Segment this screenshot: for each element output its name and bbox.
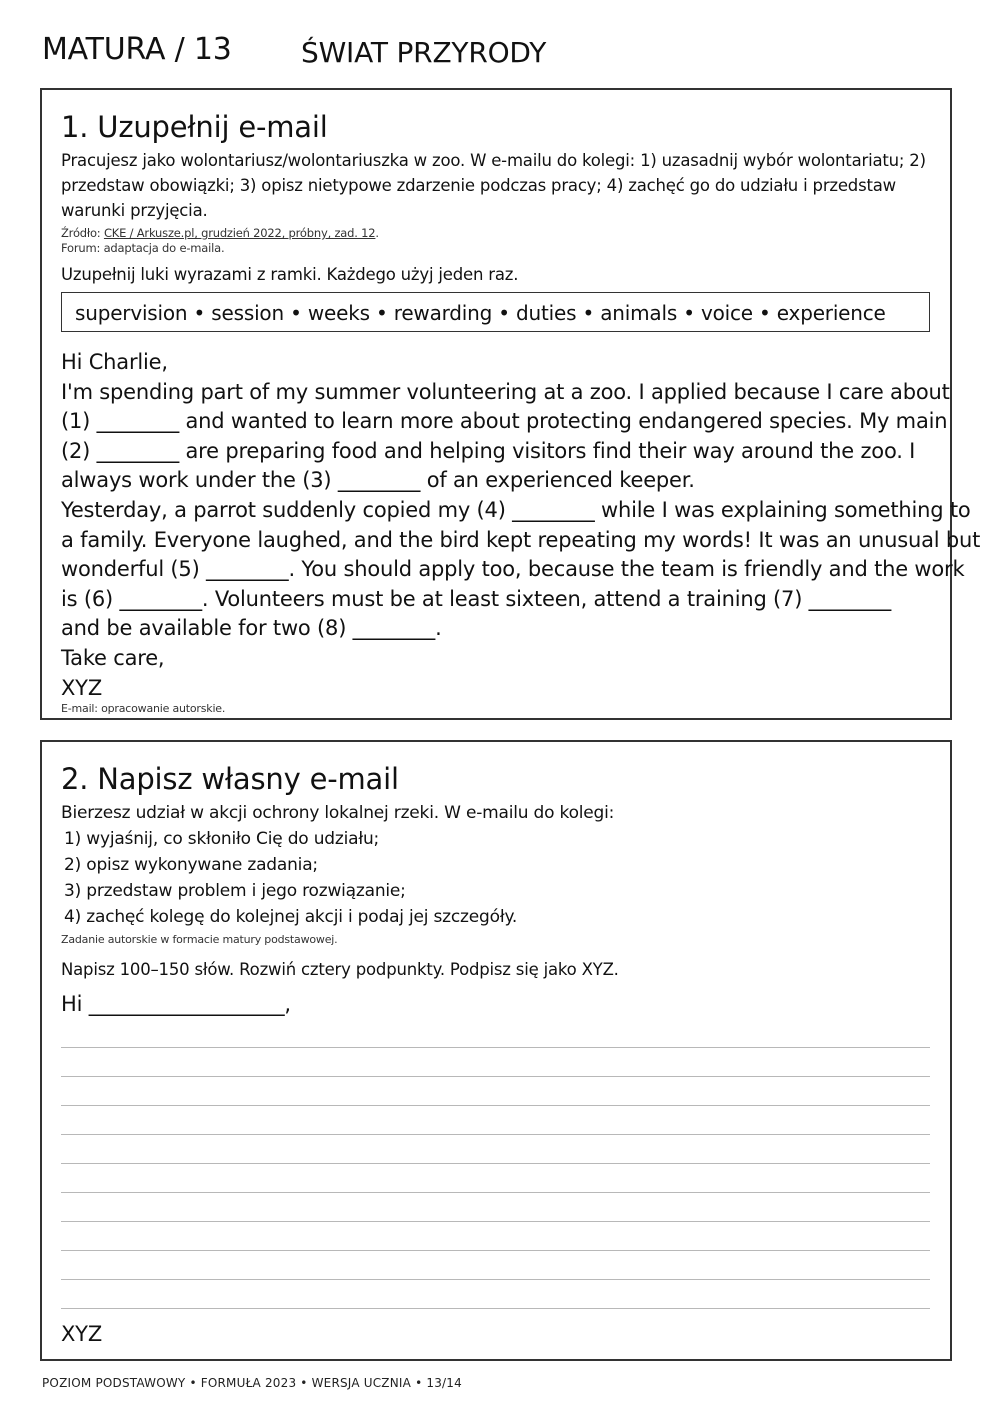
email-line: I'm spending part of my summer volunteering at a zoo. I applied because I care about	[61, 379, 950, 404]
task2-point: 2) opisz wykonywane zadania;	[64, 855, 318, 875]
greeting-line[interactable]: Hi ___________________,	[61, 992, 291, 1016]
exam-label: MATURA / 13	[42, 32, 232, 67]
task2-instruction: Napisz 100–150 słów. Rozwiń cztery podpunkty. Podpisz się jako XYZ.	[61, 960, 619, 979]
email-line: wonderful (5) ________. You should apply too, because the team is friendly and the work	[61, 557, 965, 582]
email-line: Take care,	[61, 645, 165, 670]
email-line: is (6) ________. Volunteers must be at least sixteen, attend a training (7) ________	[61, 586, 892, 611]
page-footer: POZIOM PODSTAWOWY • FORMUŁA 2023 • WERSJA UCZNIA • 13/14	[42, 1376, 462, 1390]
source-prefix: Źródło:	[61, 226, 104, 240]
email-line: and be available for two (8) ________.	[61, 616, 442, 641]
task2-note: Zadanie autorskie w formacie matury podstawowej.	[61, 933, 338, 946]
email-text	[61, 348, 981, 703]
email-line: always work under the (3) ________ of an experienced keeper.	[61, 468, 695, 493]
signature: XYZ	[61, 1322, 103, 1346]
writing-line[interactable]	[61, 1134, 930, 1135]
writing-line[interactable]	[61, 1308, 930, 1309]
task2-point: 3) przedstaw problem i jego rozwiązanie;	[64, 881, 406, 901]
task1-title: 1. Uzupełnij e-mail	[61, 110, 328, 144]
writing-line[interactable]	[61, 1279, 930, 1280]
task1-source	[61, 226, 379, 240]
page-header	[42, 28, 951, 78]
task2-panel	[40, 740, 952, 1361]
task2-title: 2. Napisz własny e-mail	[61, 762, 399, 796]
email-line: Hi Charlie,	[61, 350, 168, 374]
task1-description: Pracujesz jako wolontariusz/wolontariuszka w zoo. W e-mailu do kolegi: 1) uzasadnij wybór wolontariatu; 2) przedstaw obowiązki; 3) opisz nietypowe zdarzenie podczas pracy; 4) zachęć go do udziału i przedstaw warunki przyjęcia.	[61, 151, 926, 220]
writing-line[interactable]	[61, 1076, 930, 1077]
task1-instruction: Uzupełnij luki wyrazami z ramki. Każdego użyj jeden raz.	[61, 265, 519, 284]
source-link[interactable]: CKE / Arkusze.pl, grudzień 2022, próbny, zad. 12	[103, 226, 376, 240]
forum-note: Forum: adaptacja do e-maila.	[61, 241, 225, 255]
word-bank: supervision • session • weeks • rewarding • duties • animals • voice • experience	[75, 301, 886, 325]
task2-intro: Bierzesz udział w akcji ochrony lokalnej rzeki. W e-mailu do kolegi:	[61, 803, 615, 823]
writing-line[interactable]	[61, 1221, 930, 1222]
task2-point: 4) zachęć kolegę do kolejnej akcji i podaj jej szczegóły.	[64, 907, 518, 927]
task2-point: 1) wyjaśnij, co skłoniło Cię do udziału;	[64, 829, 380, 849]
email-line: (1) ________ and wanted to learn more about protecting endangered species. My main	[61, 409, 948, 434]
email-line: Yesterday, a parrot suddenly copied my (4) ________ while I was explaining something to	[61, 497, 971, 522]
word-bank-box	[61, 292, 930, 332]
email-line: XYZ	[61, 675, 103, 700]
writing-line[interactable]	[61, 1105, 930, 1106]
section-title: ŚWIAT PRZYRODY	[301, 36, 547, 69]
email-line: (2) ________ are preparing food and helping visitors find their way around the zoo. I	[61, 438, 916, 463]
writing-line[interactable]	[61, 1163, 930, 1164]
task1-panel	[40, 88, 981, 720]
email-note: E-mail: opracowanie autorskie.	[61, 702, 226, 715]
source-suffix: .	[375, 226, 379, 240]
writing-line[interactable]	[61, 1192, 930, 1193]
writing-line[interactable]	[61, 1250, 930, 1251]
task2-description	[61, 800, 614, 930]
writing-line[interactable]	[61, 1047, 930, 1048]
email-line: a family. Everyone laughed, and the bird kept repeating my words! It was an unusual but	[61, 527, 981, 552]
